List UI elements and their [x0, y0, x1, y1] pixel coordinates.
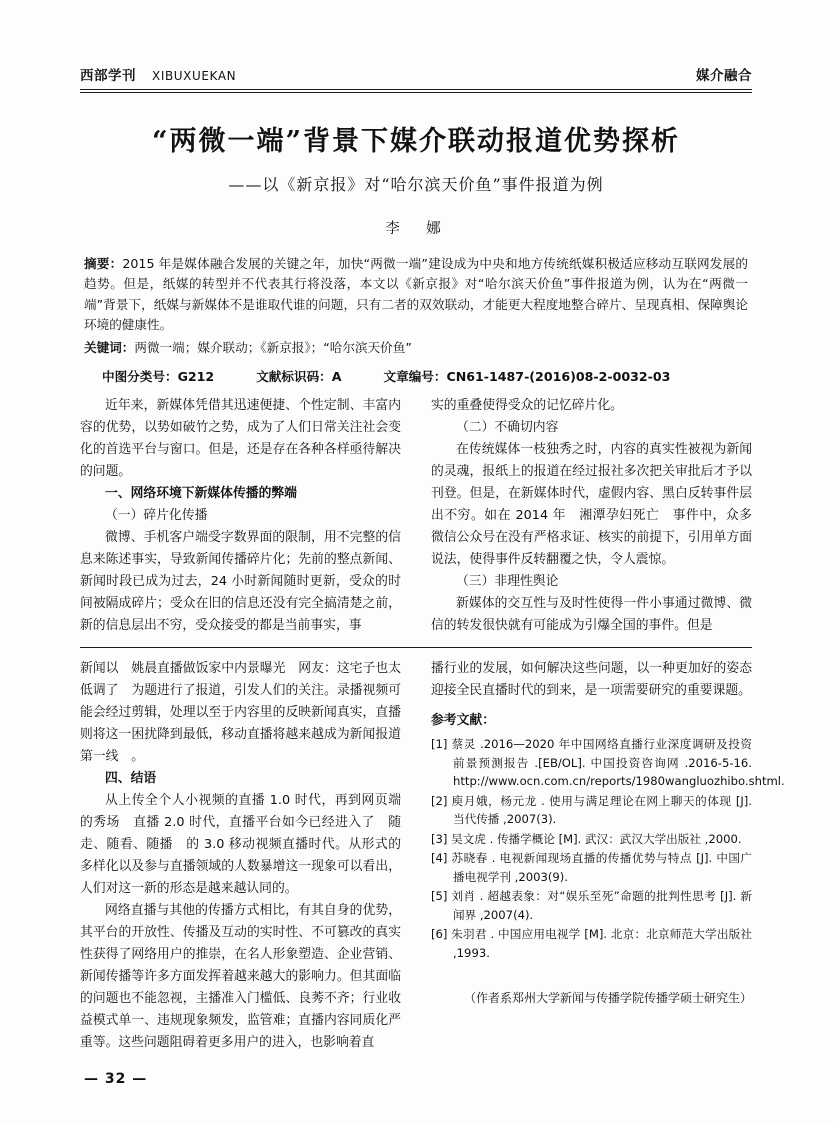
clc-label: 中图分类号： — [102, 368, 178, 384]
column-right-top — [431, 395, 752, 637]
keywords-text: 两微一端；媒介联动；《新京报》；“哈尔滨天价鱼” — [134, 339, 412, 355]
column-left-bottom — [80, 658, 414, 1054]
column-left-top — [80, 395, 401, 637]
keywords-paragraph — [84, 338, 748, 358]
reference-item: [2] 庾月娥，杨元龙 . 使用与满足理论在网上聊天的体现 [J]. 当代传播 ,2007(3). — [431, 793, 752, 827]
article-id-value: CN61-1487-(2016)08-2-0032-03 — [446, 368, 671, 384]
article-id-label: 文章编号： — [383, 368, 447, 384]
journal-name: 西部学刊 — [80, 68, 136, 84]
section-name: 媒介融合 — [696, 68, 752, 84]
paragraph: 新媒体的交互性与及时性使得一件小事通过微博、微信的转发很快就有可能成为引爆全国的事件。但是 — [431, 595, 752, 633]
running-head-left — [80, 64, 236, 84]
paragraph: 实的重叠使得受众的记忆碎片化。 — [431, 397, 623, 413]
heading-subsection-1-2: （二）不确切内容 — [456, 419, 559, 435]
reference-item: [4] 苏晓春 . 电视新闻现场直播的传播优势与特点 [J]. 中国广播电视学刊 ,2003(9). — [431, 851, 752, 884]
heading-section-4: 四、结语 — [105, 770, 157, 786]
references-list — [431, 735, 785, 963]
classification-line — [102, 366, 752, 385]
abstract-block — [84, 254, 748, 358]
references-title: 参考文献： — [431, 712, 495, 728]
heading-subsection-1-3: （三）非理性舆论 — [456, 573, 559, 589]
abstract-label: 摘要： — [84, 256, 123, 271]
doc-code-group — [256, 366, 341, 385]
column-right-bottom — [431, 658, 785, 1054]
doc-code-label: 文献标识码： — [256, 368, 332, 384]
paragraph: 近年来，新媒体凭借其迅速便捷、个性定制、丰富内容的优势，以势如破竹之势，成为了人们日常关注社会变化的首选平台与窗口。但是，还是存在各种各样亟待解决的问题。 — [80, 397, 401, 479]
page-number: — 32 — — [84, 1071, 148, 1087]
paragraph: 从上传全个人小视频的直播 1.0 时代，再到网页端的秀场 直播 2.0 时代，直播平台如今已经进入了 随走、随看、随播 的 3.0 移动视频直播时代。从形式的多样化以及参与直播领域的人数暴增这一现象可以看出，人们对这一新的形态是越来越认同的。 — [80, 792, 401, 896]
paragraph: 新闻以 姚晨直播做饭家中内景曝光 网友：这宅子也太低调了 为题进行了报道，引发人们的关注。录播视频可能会经过剪辑，处理以至于内容里的反映新闻真实，直播则将这一困扰降到最低，移动直播将越来越成为新闻报道 第一线 。 — [80, 660, 414, 764]
body-columns-top — [80, 395, 752, 637]
reference-item: [3] 吴文虎 . 传播学概论 [M]. 武汉：武汉大学出版社 ,2000. — [431, 831, 742, 846]
keywords-label: 关键词： — [84, 339, 135, 355]
reference-item: [5] 刘肖 . 超越表象：对“娱乐至死”命题的批判性思考 [J]. 新闻界 ,2007(4). — [431, 889, 752, 922]
column-divider-rule — [80, 647, 752, 648]
page-content — [80, 64, 785, 1064]
paragraph: 播行业的发展，如何解决这些问题，以一种更加好的姿态迎接全民直播时代的到来，是一项需要研究的重要课题。 — [431, 660, 752, 698]
paragraph: 在传统媒体一枝独秀之时，内容的真实性被视为新闻的灵魂，报纸上的报道在经过报社多次把关审批后才予以刊登。但是，在新媒体时代，虚假内容、黑白反转事件层出不穷。如在 2014 年 湘潭孕妇死亡 事件中，众多微信公众号在没有严格求证、核实的前提下，引用单方面说法，使得事件反转翻覆之快，令人震惊。 — [431, 441, 752, 567]
clc-value: G212 — [177, 368, 215, 384]
paragraph: 网络直播与其他的传播方式相比，有其自身的优势，其平台的开放性、传播及互动的实时性、不可篡改的真实性获得了网络用户的推崇，在名人形象塑造、企业营销、新闻传播等许多方面发挥着越来越大的影响力。但其面临的问题也不能忽视，主播准入门槛低、良莠不齐；行业收益模式单一、违规现象频发，监管难；直播内容同质化严重等。这些问题阻碍着更多用户的进入，也影响着直 — [80, 902, 401, 1050]
author-affiliation-note: （作者系郑州大学新闻与传播学院传播学硕士研究生） — [463, 990, 752, 1005]
paragraph: 微博、手机客户端受字数界面的限制，用不完整的信息来陈述事实，导致新闻传播碎片化；先前的整点新闻、新闻时段已成为过去，24 小时新闻随时更新，受众的时间被隔成碎片；受众在旧的信息还没有完全搞清楚之前，新的信息层出不穷，受众接受的都是当前事实，事 — [80, 529, 401, 633]
running-head — [80, 64, 752, 89]
article-title: “两微一端”背景下媒介联动报道优势探析 — [151, 126, 681, 157]
header-rule-thick — [80, 89, 752, 90]
doc-code-value: A — [331, 368, 342, 384]
header-rule-thin — [80, 92, 752, 93]
journal-name-pinyin: XIBUXUEKAN — [152, 69, 237, 83]
heading-subsection-1-1: （一）碎片化传播 — [105, 507, 208, 523]
article-subtitle: ——以《新京报》对“哈尔滨天价鱼”事件报道为例 — [228, 175, 604, 194]
abstract-paragraph — [84, 254, 748, 336]
clc-group — [102, 366, 214, 385]
abstract-text: 2015 年是媒体融合发展的关键之年，加快“两微一端”建设成为中央和地方传统纸媒积极适应移动互联网发展的趋势。但是，纸媒的转型并不代表其行将没落，本文以《新京报》对“哈尔滨天价鱼”事件报道为例，认为在“两微一端”背景下，纸媒与新媒体不是谁取代谁的问题，只有二者的双效联动，才能更大程度地整合碎片、呈现真相、保障舆论环境的健康性。 — [84, 256, 748, 333]
article-author: 李 娜 — [385, 221, 447, 237]
heading-section-1: 一、网络环境下新媒体传播的弊端 — [105, 485, 297, 501]
reference-item: [1] 蔡灵 .2016—2020 年中国网络直播行业深度调研及投资前景预测报告 .[EB/OL]. 中国投资咨询网 .2016-5-16. http://www.ocn.com.cn/reports/1980wangluozhibo.shtml. — [431, 736, 785, 789]
reference-item: [6] 朱羽君 . 中国应用电视学 [M]. 北京：北京师范大学出版社 ,1993. — [431, 927, 752, 960]
article-id-group — [384, 366, 671, 385]
body-columns-bottom — [80, 658, 785, 1054]
